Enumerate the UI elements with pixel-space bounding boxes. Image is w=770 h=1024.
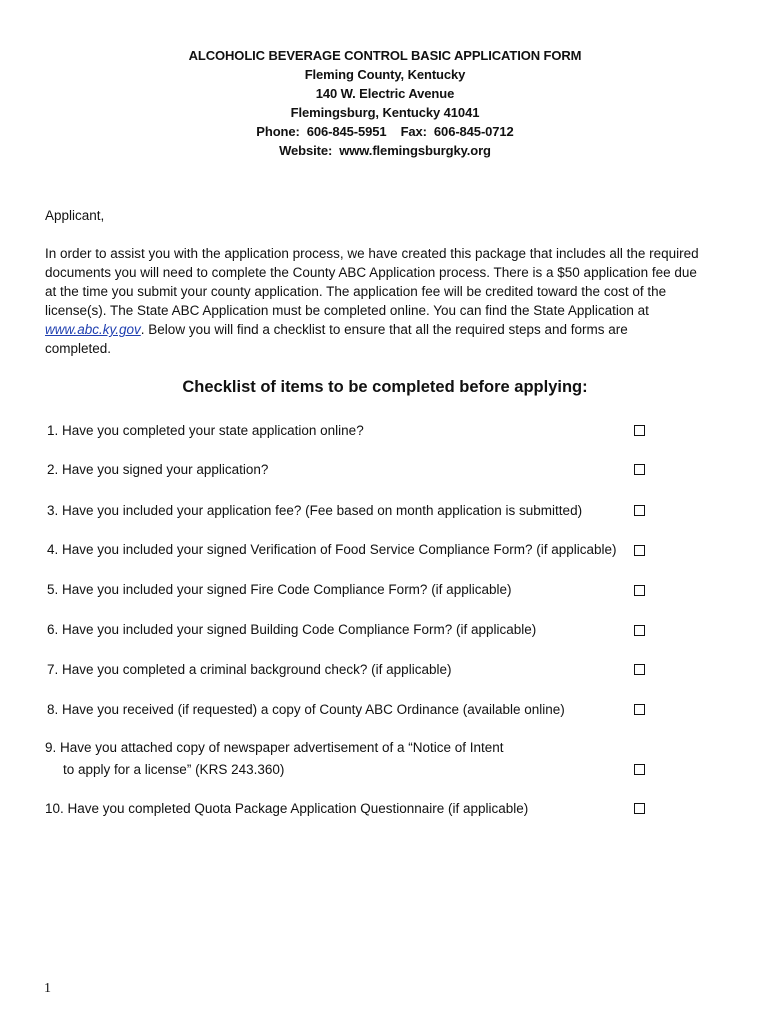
- form-header: [0, 46, 770, 160]
- city-state-zip: Flemingsburg, Kentucky 41041: [290, 105, 480, 120]
- intro-line-1: In order to assist you with the application process, we have created this package that includes all the required: [45, 246, 699, 261]
- checkbox-item-3[interactable]: [634, 505, 645, 516]
- intro-line-5: [45, 320, 735, 339]
- checkbox-item-4[interactable]: [634, 545, 645, 556]
- checkbox-item-5[interactable]: [634, 585, 645, 596]
- checkbox-item-7[interactable]: [634, 664, 645, 675]
- checklist-item-4: 4. Have you included your signed Verification of Food Service Compliance Form? (if applicable): [47, 542, 617, 557]
- intro-paragraph: [45, 244, 735, 358]
- checklist-item-10: 10. Have you completed Quota Package Application Questionnaire (if applicable): [45, 801, 529, 816]
- checklist-item-3: 3. Have you included your application fee? (Fee based on month application is submitted): [47, 503, 583, 518]
- checklist-item-9-line-1: 9. Have you attached copy of newspaper advertisement of a “Notice of Intent: [45, 740, 504, 755]
- website: Website: www.flemingsburgky.org: [279, 143, 491, 158]
- checklist-item-2: 2. Have you signed your application?: [47, 462, 269, 477]
- checklist-item-1: 1. Have you completed your state application online?: [47, 423, 364, 438]
- checklist-item-8: 8. Have you received (if requested) a copy of County ABC Ordinance (available online): [47, 702, 565, 717]
- intro-line-3: at the time you submit your county application. The application fee will be credited toward the cost of the: [45, 284, 667, 299]
- checklist-item-7: 7. Have you completed a criminal background check? (if applicable): [47, 662, 452, 677]
- county-name: Fleming County, Kentucky: [304, 67, 466, 82]
- intro-line-4: license(s). The State ABC Application must be completed online. You can find the State Application at: [45, 303, 649, 318]
- intro-line-2: documents you will need to complete the County ABC Application process. There is a $50 application fee due: [45, 265, 697, 280]
- page-number: 1: [44, 981, 51, 996]
- phone-fax: Phone: 606-845-5951 Fax: 606-845-0712: [256, 124, 514, 139]
- checkbox-item-2[interactable]: [634, 464, 645, 475]
- street-address: 140 W. Electric Avenue: [315, 86, 455, 101]
- state-abc-link[interactable]: www.abc.ky.gov: [45, 322, 141, 337]
- salutation: Applicant,: [45, 208, 105, 223]
- checklist-item-6: 6. Have you included your signed Building Code Compliance Form? (if applicable): [47, 622, 537, 637]
- checklist-title: Checklist of items to be completed before applying:: [182, 378, 588, 396]
- checklist-item-5: 5. Have you included your signed Fire Code Compliance Form? (if applicable): [47, 582, 512, 597]
- intro-line-6: completed.: [45, 341, 112, 356]
- intro-line-5-text: . Below you will find a checklist to ensure that all the required steps and forms are: [140, 322, 628, 337]
- checkbox-item-1[interactable]: [634, 425, 645, 436]
- checklist-item-9-line-2: to apply for a license” (KRS 243.360): [63, 762, 285, 777]
- checkbox-item-8[interactable]: [634, 704, 645, 715]
- checkbox-item-10[interactable]: [634, 803, 645, 814]
- checkbox-item-6[interactable]: [634, 625, 645, 636]
- form-title: ALCOHOLIC BEVERAGE CONTROL BASIC APPLICATION FORM: [188, 48, 582, 63]
- checkbox-item-9[interactable]: [634, 764, 645, 775]
